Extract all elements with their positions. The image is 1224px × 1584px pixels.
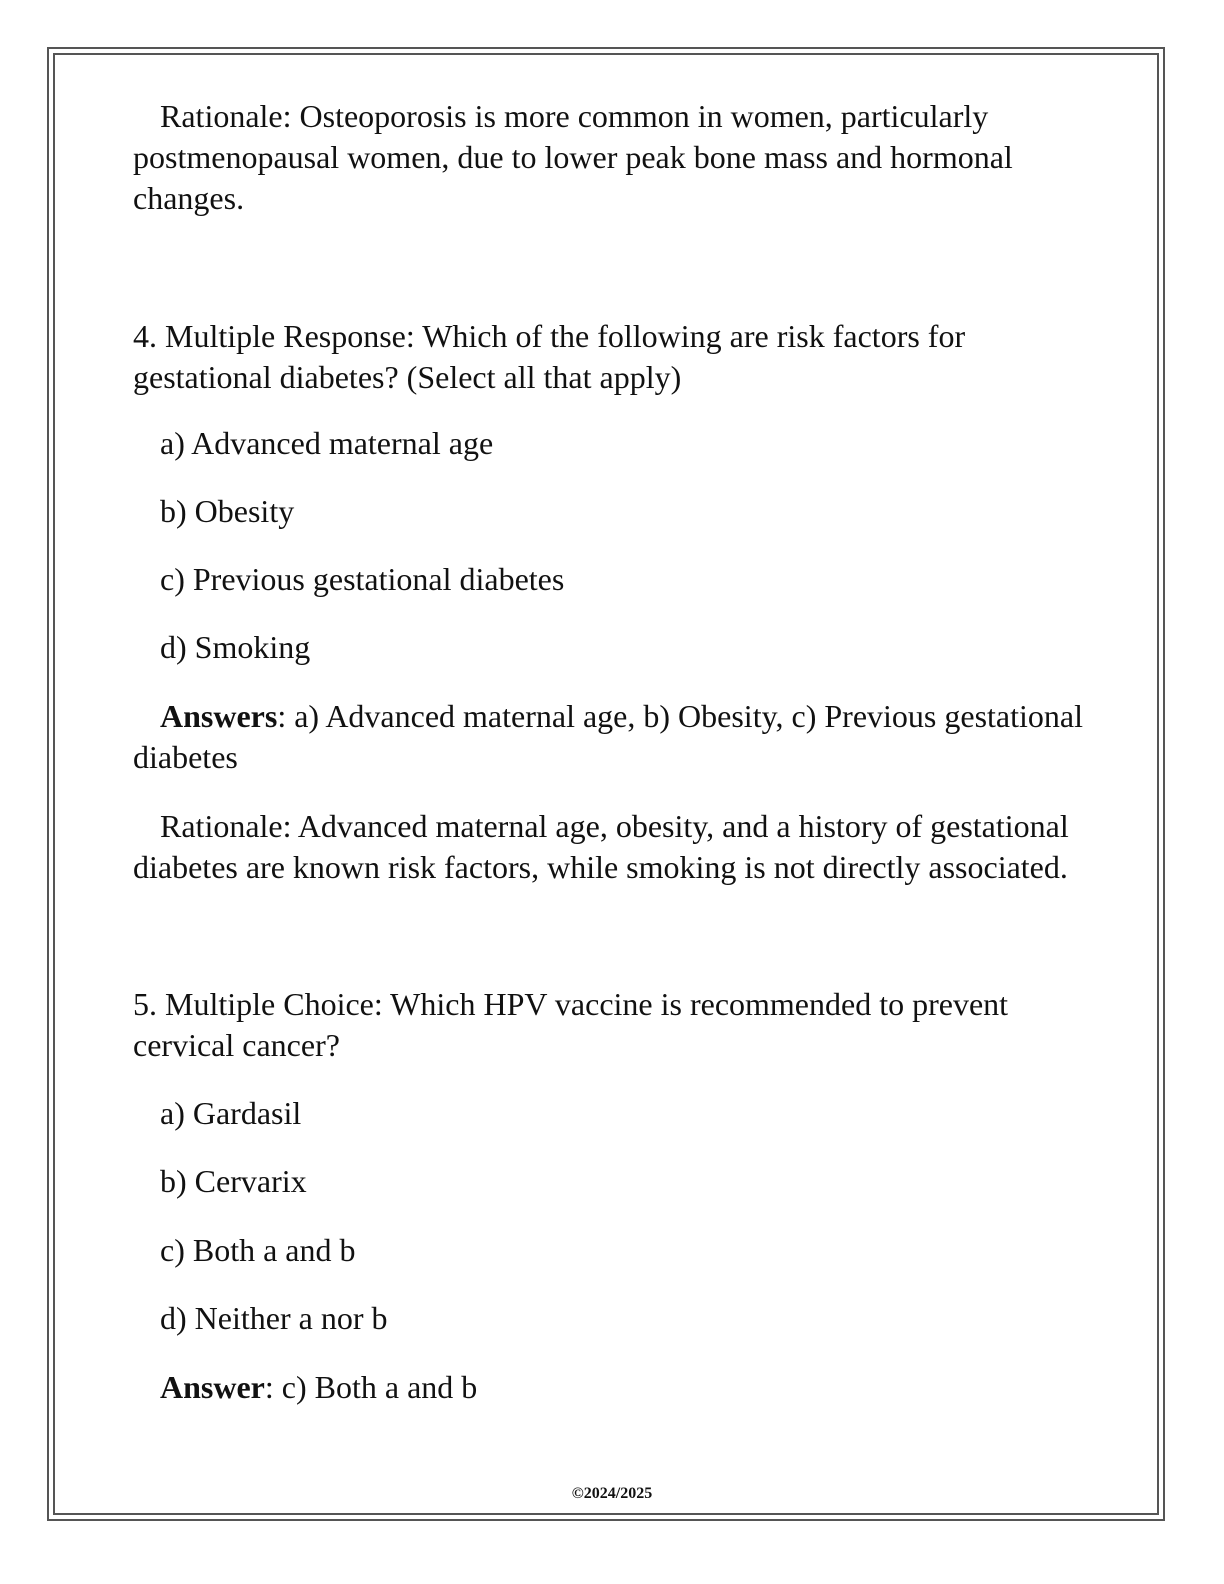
q5-answer xyxy=(133,1367,1093,1408)
q5-answer-label: Answer xyxy=(160,1369,265,1405)
q4-option-a: a) Advanced maternal age xyxy=(160,425,494,461)
document-body xyxy=(133,96,1093,1408)
q5-option-b: b) Cervarix xyxy=(160,1163,307,1199)
q5-option-c: c) Both a and b xyxy=(160,1232,356,1268)
q5-option-a: a) Gardasil xyxy=(160,1095,302,1131)
copyright-footer: ©2024/2025 xyxy=(571,1485,653,1502)
q4-option-d: d) Smoking xyxy=(160,629,311,665)
q4-option-b: b) Obesity xyxy=(160,493,295,529)
q4-question: 4. Multiple Response: Which of the following are risk factors for gestational diabetes? (Select all that apply) xyxy=(133,318,966,395)
q5-option-d: d) Neither a nor b xyxy=(160,1300,388,1336)
q4-answer-text: : a) Advanced maternal age, b) Obesity, c) Previous gestational diabetes xyxy=(133,698,1083,775)
q4-rationale: Rationale: Advanced maternal age, obesity, and a history of gestational diabetes are known risk factors, while smoking is not directly associated. xyxy=(133,808,1069,885)
q4-answer xyxy=(133,696,1093,778)
q3-rationale: Rationale: Osteoporosis is more common in women, particularly postmenopausal women, due to lower peak bone mass and hormonal changes. xyxy=(133,98,1013,216)
q5-answer-text: : c) Both a and b xyxy=(264,1369,478,1405)
q4-answer-label: Answers xyxy=(160,698,278,734)
q4-option-c: c) Previous gestational diabetes xyxy=(160,561,565,597)
q5-question: 5. Multiple Choice: Which HPV vaccine is recommended to prevent cervical cancer? xyxy=(133,986,1009,1063)
